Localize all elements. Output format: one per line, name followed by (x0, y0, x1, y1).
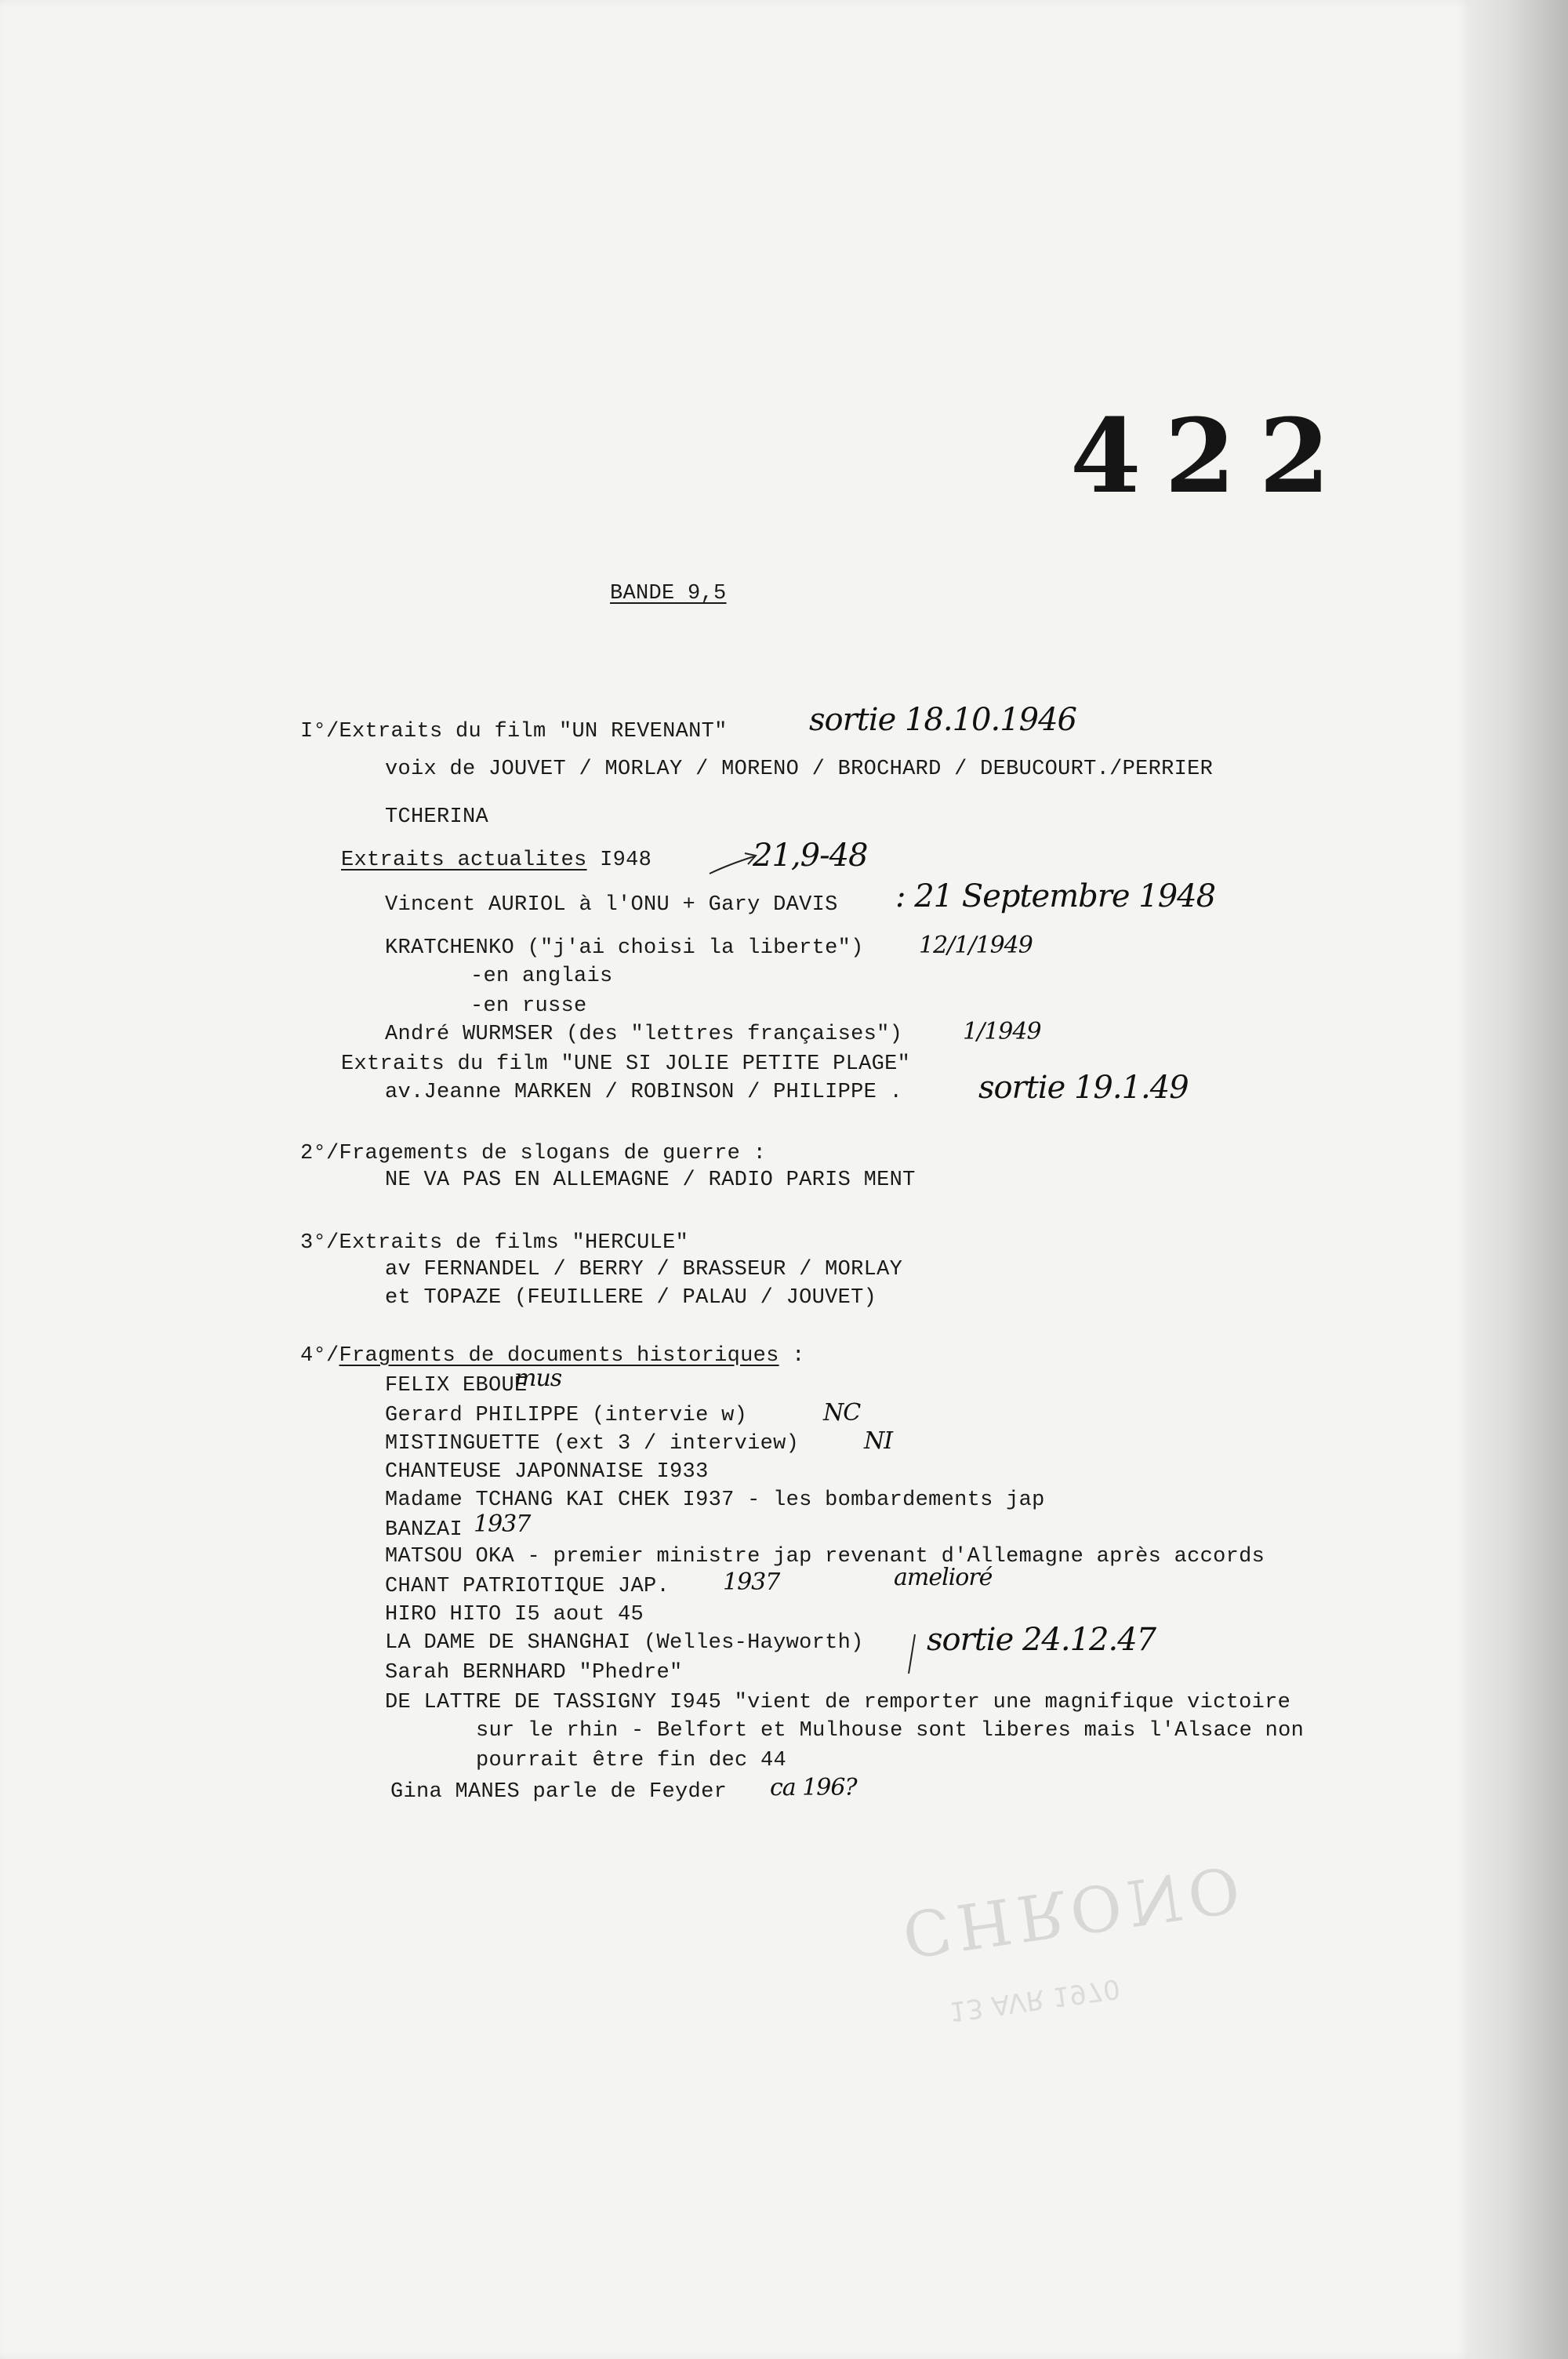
kratchenko-russian: -en russe (470, 994, 587, 1018)
handwritten-eboue-note: mus (514, 1365, 562, 1392)
handwritten-bracket-icon (906, 1631, 921, 1678)
doc-item-chant: CHANT PATRIOTIQUE JAP. (385, 1575, 670, 1598)
actualites-item-kratchenko: KRATCHENKO ("j'ai choisi la liberte") (385, 936, 864, 960)
handwritten-philippe-note: NC (823, 1399, 861, 1427)
document-title: BANDE 9,5 (610, 582, 727, 605)
doc-item-chanteuse: CHANTEUSE JAPONNAISE I933 (385, 1460, 709, 1484)
section-1-voices-cont: TCHERINA (385, 805, 489, 829)
kratchenko-english: -en anglais (470, 965, 613, 988)
film-plage-heading: Extraits du film "UNE SI JOLIE PETITE PLAGE" (341, 1052, 911, 1076)
section-1-voices: voix de JOUVET / MORLAY / MORENO / BROCHARD / DEBUCOURT./PERRIER (385, 758, 1214, 781)
handwritten-revenant-date: sortie 18.10.1946 (809, 702, 1077, 738)
handwritten-banzai-date: 1937 (474, 1510, 531, 1538)
handwritten-actualites-date: 21,9-48 (753, 838, 868, 874)
actualites-item-wurmser: André WURMSER (des "lettres françaises") (385, 1023, 903, 1046)
handwritten-manes-date: ca 196? (770, 1774, 857, 1801)
section-3-cast-topaze: et TOPAZE (FEUILLERE / PALAU / JOUVET) (385, 1286, 877, 1310)
doc-item-philippe: Gerard PHILIPPE (intervie w) (385, 1404, 748, 1427)
handwritten-chant-date: 1937 (723, 1568, 780, 1596)
handwritten-auriol-date: : 21 Septembre 1948 (895, 878, 1216, 914)
doc-item-bernhard: Sarah BERNHARD "Phedre" (385, 1661, 683, 1685)
handwritten-mistinguette-note: NI (864, 1427, 893, 1455)
page-edge (1470, 0, 1568, 2359)
section-3-cast-hercule: av FERNANDEL / BERRY / BRASSEUR / MORLAY (385, 1258, 903, 1281)
film-plage-cast: av.Jeanne MARKEN / ROBINSON / PHILIPPE . (385, 1081, 903, 1104)
actualites-heading (341, 849, 652, 872)
chrono-stamp: CHRONO (898, 1850, 1250, 1972)
actualites-item-auriol: Vincent AURIOL à l'ONU + Gary DAVIS (385, 893, 838, 917)
actualites-heading-year: I948 (586, 849, 652, 872)
doc-item-delattre: DE LATTRE DE TASSIGNY I945 "vient de remporter une magnifique victoire (385, 1691, 1291, 1714)
doc-item-shanghai: LA DAME DE SHANGHAI (Welles-Hayworth) (385, 1631, 864, 1655)
handwritten-plage-date: sortie 19.1.49 (978, 1070, 1189, 1106)
doc-item-matsou-oka: MATSOU OKA - premier ministre jap revenant d'Allemagne après accords (385, 1545, 1265, 1568)
stamp-number: 422 (1070, 396, 1354, 516)
handwritten-arrow-icon (706, 847, 768, 878)
doc-item-banzai: BANZAI (385, 1518, 463, 1542)
doc-item-delattre-cont2: pourrait être fin dec 44 (476, 1749, 787, 1772)
handwritten-shanghai-date: sortie 24.12.47 (927, 1622, 1156, 1658)
doc-item-mistinguette: MISTINGUETTE (ext 3 / interview) (385, 1432, 800, 1456)
doc-item-delattre-cont1: sur le rhin - Belfort et Mulhouse sont liberes mais l'Alsace non (476, 1719, 1305, 1743)
section-2-slogans: NE VA PAS EN ALLEMAGNE / RADIO PARIS MENT (385, 1169, 916, 1192)
doc-item-tchang: Madame TCHANG KAI CHEK I937 - les bombardements jap (385, 1488, 1045, 1512)
section-4-underlined: Fragments de documents historiques (339, 1344, 779, 1368)
section-4-prefix: 4°/ (300, 1344, 339, 1368)
handwritten-wurmser-date: 1/1949 (963, 1018, 1041, 1045)
handwritten-chant-note: amelioré (894, 1564, 993, 1591)
handwritten-kratchenko-date: 12/1/1949 (919, 932, 1033, 959)
chrono-stamp-date: 13 AVR 1970 (947, 1972, 1123, 2028)
section-2-heading: 2°/Fragements de slogans de guerre : (300, 1142, 767, 1165)
doc-item-manes: Gina MANES parle de Feyder (390, 1780, 728, 1804)
section-3-heading: 3°/Extraits de films "HERCULE" (300, 1231, 689, 1255)
doc-item-eboue: FELIX EBOUE (385, 1374, 528, 1398)
doc-item-hirohito: HIRO HITO I5 aout 45 (385, 1603, 644, 1627)
actualites-heading-underlined: Extraits actualites (341, 849, 587, 872)
section-1-heading: I°/Extraits du film "UN REVENANT" (300, 720, 728, 743)
section-4-colon: : (779, 1344, 805, 1368)
